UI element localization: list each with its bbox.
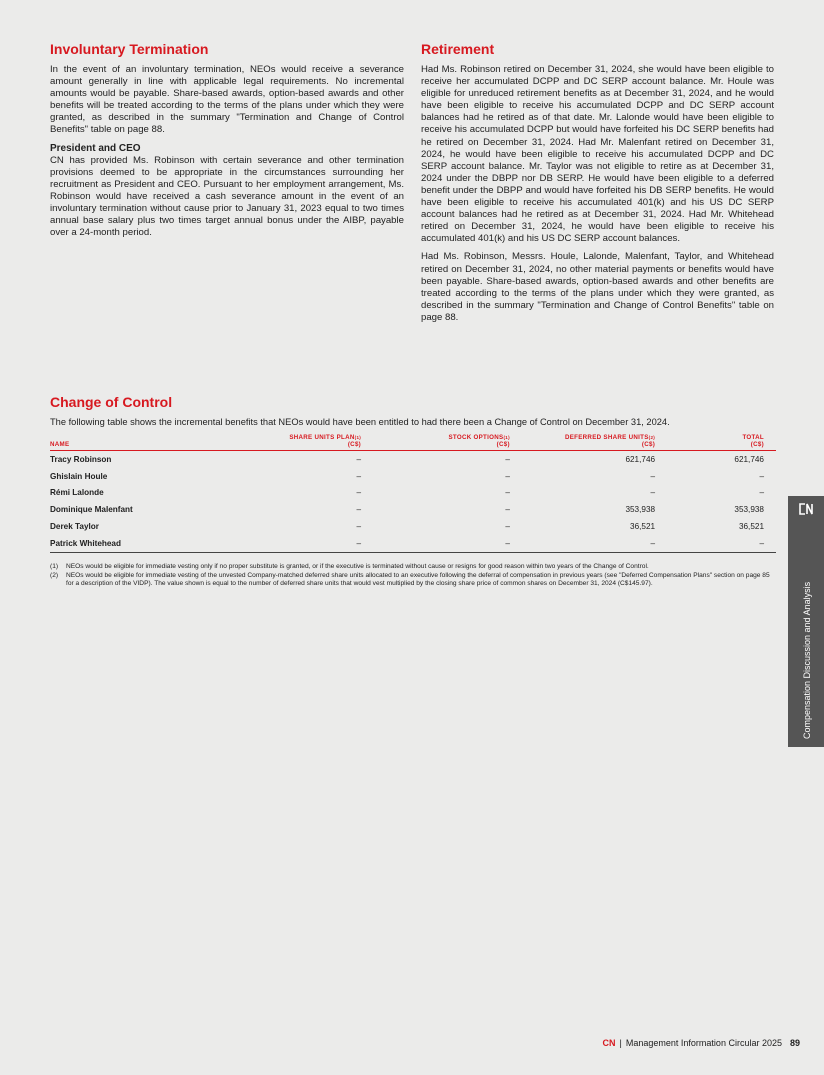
- row-total: –: [759, 471, 764, 481]
- row-share-units: –: [239, 535, 373, 552]
- row-name: Ghislain Houle: [50, 471, 108, 481]
- row-stock-options: –: [505, 454, 510, 464]
- retirement-heading: Retirement: [421, 41, 495, 57]
- row-total: 621,746: [734, 454, 764, 464]
- change-of-control-intro: The following table shows the incremental benefits that NEOs would have been entitled to had there been a Change of Control on December 31, 2024.: [50, 417, 670, 427]
- cn-logo-icon: [797, 502, 815, 516]
- footer-separator: |: [619, 1038, 622, 1048]
- row-share-units: –: [356, 471, 362, 481]
- row-name: Derek Taylor: [50, 522, 99, 532]
- row-share-units: –: [356, 454, 362, 464]
- table-header-row: [50, 432, 776, 451]
- header-total: TOTAL (C$): [667, 432, 776, 451]
- footer-brand: CN: [602, 1038, 616, 1048]
- row-name: Rémi Lalonde: [50, 488, 104, 498]
- row-total: –: [667, 535, 776, 552]
- table-row: [50, 468, 776, 485]
- header-name: NAME: [50, 432, 239, 451]
- row-stock-options: –: [505, 488, 510, 498]
- president-ceo-paragraph: CN has provided Ms. Robinson with certain severance and other termination provisions deemed to be appropriate in the circumstances surrounding her recruitment as President and CEO. Pursuant to her employment arrangement, Ms. Robinson would have received a cash severance amount in the event of an involuntary termination without cause prior to January 31, 2023 equal to two times annual base salary plus two times target annual bonus under the AIBP, payable over a 24-month period.: [50, 154, 404, 239]
- footnote: (1) NEOs would be eligible for immediate vesting only if no proper substitute is granted, or if the executive is terminated without cause or resigns for good reason within two years of the Change of Control.: [50, 562, 649, 570]
- change-of-control-table: [50, 432, 776, 553]
- change-of-control-section: [50, 393, 776, 589]
- president-ceo-subheading: President and CEO: [50, 142, 141, 154]
- table-row: [50, 501, 776, 518]
- involuntary-termination-heading: Involuntary Termination: [50, 41, 209, 57]
- involuntary-termination-section: [50, 40, 404, 245]
- row-deferred: –: [650, 471, 656, 481]
- row-share-units: –: [356, 505, 362, 515]
- row-total: –: [759, 488, 764, 498]
- row-total: 36,521: [738, 522, 764, 532]
- row-stock-options: –: [505, 522, 510, 532]
- row-deferred: –: [650, 488, 656, 498]
- retirement-paragraph-1: Had Ms. Robinson retired on December 31, 2024, she would have been eligible to receive her accumulated DCPP and DC SERP account balance. Mr. Houle was eligible for unreduced retirement benefits as at December 31, 2024, and he would have been eligible to receive his accumulated DCPP and DC SERP account balances had he retired as of that date. Mr. Lalonde would have been eligible to receive his accumulated DCPP but would have forfeited his DC SERP benefits had he retired on December 31, 2024. Had Mr. Malenfant retired on December 31, 2024, he would have been eligible to receive his accumulated DCPP and DC SERP account balance. Mr. Taylor was not eligible to retire as at December 31, 2024 under the DBPP nor DB SERP. He would have been eligible to a deferred benefit under the DBPP and would have forfeited his DB SERP benefits. He would have been eligible to receive his accumulated 401(k) and his US DC SERP account balances had he retired as at December 31, 2024. Had Mr. Whitehead retired on December 31, 2024, he would have been eligible to receive his accumulated 401(k) and his US DC SERP account balances.: [421, 64, 774, 245]
- retirement-paragraph-2: Had Ms. Robinson, Messrs. Houle, Lalonde, Malenfant, Taylor, and Whitehead retired on December 31, 2024, no other material payments or benefits would have been payable. Share-based awards, option-based awards and other benefits are treated according to the terms of the plans under which they were granted, as described in the summary "Termination and Change of Control Benefits" table on page 88.: [421, 251, 774, 323]
- row-share-units: –: [356, 522, 362, 532]
- row-name: Tracy Robinson: [50, 454, 112, 464]
- side-tab-label: Compensation Discussion and Analysis: [802, 581, 812, 739]
- row-deferred: 621,746: [625, 454, 656, 464]
- section-side-tab[interactable]: [788, 496, 824, 747]
- row-total: 353,938: [734, 505, 764, 515]
- row-deferred: –: [522, 535, 667, 552]
- row-stock-options: –: [373, 535, 522, 552]
- involuntary-termination-paragraph: In the event of an involuntary termination, NEOs would receive a severance amount generally in line with applicable legal requirements. No incremental amounts would be payable. Share-based awards, option-based awards and other benefits will be treated according to the terms of the plans under which they were granted, as described in the summary "Termination and Change of Control Benefits" table on page 88.: [50, 64, 404, 136]
- header-share-units: SHARE UNITS PLAN$^{(1)}$ (C$): [239, 432, 373, 451]
- table-row: [50, 451, 776, 468]
- row-stock-options: –: [505, 505, 510, 515]
- footnote: (2) NEOs would be eligible for immediate vesting of the unvested Company-matched deferred share units allocated to an executive following the deferral of compensation in previous years (see "Deferred Compensation Plans" section on page 85 for a description of the VIDP). The value shown is equal to the number of deferred share units that would vest multiplied by the closing share price of common shares on December 31, 2024 (C$145.97).: [50, 571, 770, 588]
- row-name: Patrick Whitehead: [50, 535, 239, 552]
- retirement-section: [421, 40, 774, 330]
- row-name: Dominique Malenfant: [50, 505, 133, 515]
- table-row: [50, 518, 776, 535]
- change-of-control-heading: Change of Control: [50, 394, 173, 410]
- page-number: 89: [789, 1038, 800, 1048]
- header-stock-options: STOCK OPTIONS$^{(1)}$ (C$): [373, 432, 522, 451]
- row-deferred: 36,521: [630, 522, 656, 532]
- row-stock-options: –: [505, 471, 510, 481]
- table-row: [50, 485, 776, 502]
- row-deferred: 353,938: [625, 505, 656, 515]
- header-deferred-share-units: DEFERRED SHARE UNITS$^{(2)}$ (C$): [522, 432, 667, 451]
- table-footnotes: [50, 563, 776, 589]
- page-footer: [603, 1038, 800, 1048]
- footer-document-title: Management Information Circular 2025: [625, 1038, 782, 1048]
- table-row: [50, 535, 776, 552]
- row-share-units: –: [356, 488, 362, 498]
